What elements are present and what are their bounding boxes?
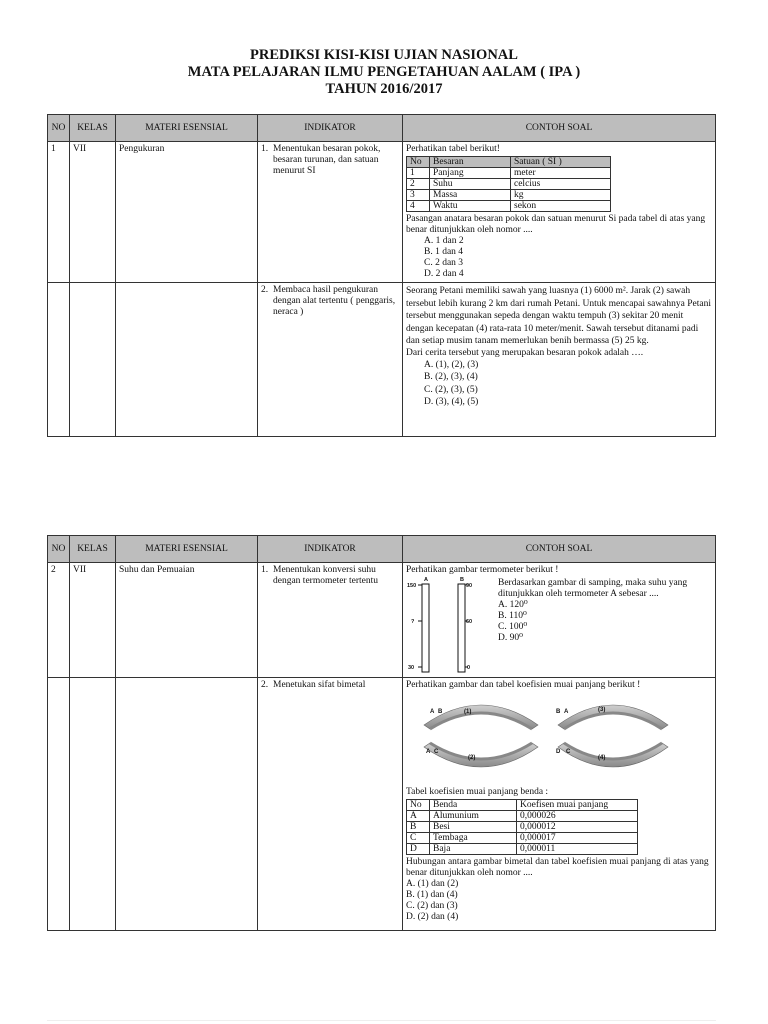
bimetal-3-left: B [556, 709, 561, 715]
table-row [48, 563, 716, 678]
besaran-cell: 1 [407, 168, 430, 179]
col-header-no: NO [48, 115, 70, 142]
koefisien-cell: B [407, 822, 430, 833]
thermometer-b-tube [458, 584, 465, 672]
bimetal-3-right: A [564, 709, 569, 715]
option-a: A. (1) dan (2) [406, 879, 459, 889]
soal-question: Berdasarkan gambar di samping, maka suhu yang ditunjukkan oleh termometer A sebesar .... [498, 578, 688, 599]
bimetal-1-left: A [430, 709, 435, 715]
soal-text: Seorang Petani memiliki sawah yang luasnya (1) 6000 m². Jarak (2) sawah tersebut lebih kurang 2 km dari rumah Petani. Untuk mencapai sawahnya Petani tersebut menggunakan sepeda dengan waktu tempuh (3) sekitar 20 menit dengan kecepatan (4) rata-rata 10 meter/menit. Sawah tersebut ditanami padi dan setiap musim tanam memerlukan benih bermassa (5) 25 kg. [406, 286, 711, 346]
table-row [407, 833, 638, 844]
thermo-b-mid: 60 [466, 619, 473, 625]
besaran-cell: Waktu [430, 201, 511, 212]
table-row [407, 190, 611, 201]
option-d: D. 2 dan 4 [424, 269, 464, 279]
koefisien-table [406, 799, 638, 855]
option-d: D. (3), (4), (5) [424, 397, 479, 407]
besaran-cell: celcius [511, 179, 611, 190]
besaran-table-header [407, 157, 611, 168]
thermo-question-block [406, 576, 712, 674]
koefisien-table-header [407, 800, 638, 811]
table-row [48, 678, 716, 931]
option-c: C. (2), (3), (5) [424, 384, 478, 395]
title-line-3: TAHUN 2016/2017 [325, 81, 443, 97]
bimetal-3-num: (3) [598, 707, 606, 713]
koefisien-cell: 0,000011 [517, 844, 638, 855]
bimetal-4 [558, 743, 668, 767]
title-line-1: PREDIKSI KISI-KISI UJIAN NASIONAL [250, 47, 518, 63]
cell-kelas: VII [70, 563, 116, 678]
soal-intro: Perhatikan gambar dan tabel koefisien muai panjang berikut ! [406, 680, 641, 690]
cell-no: 2 [48, 563, 70, 678]
soal-question: Dari cerita tersebut yang merupakan besaran pokok adalah …. [406, 347, 644, 358]
cell-kelas [70, 283, 116, 437]
thermometer-figure [406, 576, 494, 674]
soal-question: Hubungan antara gambar bimetal dan tabel koefisien muai panjang di atas yang benar ditunjukkan oleh nomor .... [406, 857, 709, 878]
koefisien-cell: 0,000026 [517, 811, 638, 822]
option-c: C. 2 dan 3 [424, 258, 464, 268]
col-header-contoh-soal: CONTOH SOAL [403, 115, 716, 142]
thermo-a-top: 150 [407, 583, 417, 589]
cell-indikator [258, 678, 403, 931]
bimetal-4-left: D [556, 749, 561, 755]
table-row [48, 142, 716, 283]
soal-intro: Perhatikan gambar termometer berikut ! [406, 565, 559, 575]
bimetal-3 [558, 705, 668, 729]
col-header-kelas: KELAS [70, 115, 116, 142]
option-d: D. 90⁰ [498, 633, 523, 643]
indikator-number: 1. [261, 565, 269, 575]
cell-no [48, 283, 70, 437]
table-row [407, 179, 611, 190]
table-row [48, 283, 716, 437]
cell-contoh-soal [403, 142, 716, 283]
option-a: A. (1), (2), (3) [424, 359, 479, 370]
cell-kelas: VII [70, 142, 116, 283]
indikator-text: Menentukan konversi suhu dengan termometer tertentu [273, 565, 378, 586]
col-header-indikator: INDIKATOR [258, 115, 403, 142]
soal-intro: Perhatikan tabel berikut! [406, 144, 500, 154]
bimetal-figure [406, 691, 690, 783]
koefisien-th-benda: Benda [430, 800, 517, 811]
title-line-2: MATA PELAJARAN ILMU PENGETAHUAN AALAM ( IPA ) [187, 64, 581, 80]
koefisien-cell: 0,000017 [517, 833, 638, 844]
besaran-cell: 3 [407, 190, 430, 201]
cell-materi [116, 678, 258, 931]
bimetal-2-num: (2) [468, 755, 476, 761]
table-header-row [48, 536, 716, 563]
options-list [406, 879, 712, 923]
besaran-cell: Massa [430, 190, 511, 201]
besaran-table [406, 156, 611, 212]
cell-no: 1 [48, 142, 70, 283]
options-list [406, 359, 712, 409]
option-c: C. (2) dan (3) [406, 901, 458, 911]
option-a: A. 120⁰ [498, 600, 528, 610]
koefisien-th-no: No [407, 800, 430, 811]
bimetal-2 [424, 743, 538, 767]
cell-kelas [70, 678, 116, 931]
koefisien-cell: Baja [430, 844, 517, 855]
col-header-no: NO [48, 536, 70, 563]
besaran-cell: 2 [407, 179, 430, 190]
bimetal-2-left: A [426, 749, 431, 755]
options-list [406, 236, 712, 280]
table-row [407, 811, 638, 822]
besaran-th-besaran: Besaran [430, 157, 511, 168]
cell-no [48, 678, 70, 931]
besaran-cell: Panjang [430, 168, 511, 179]
col-header-materi: MATERI ESENSIAL [116, 536, 258, 563]
koefisien-cell: Besi [430, 822, 517, 833]
koefisien-cell: 0,000012 [517, 822, 638, 833]
cell-materi: Pengukuran [116, 142, 258, 283]
bimetal-4-num: (4) [598, 755, 606, 761]
cell-materi [116, 283, 258, 437]
besaran-cell: 4 [407, 201, 430, 212]
thermometer-a-tube [422, 584, 429, 672]
bimetal-4-right: C [566, 749, 571, 755]
option-b: B. (2), (3), (4) [424, 372, 478, 382]
cell-indikator [258, 142, 403, 283]
kisi-table-1 [47, 114, 716, 437]
option-a: A. 1 dan 2 [424, 236, 464, 246]
thermo-b-bot: 0 [467, 665, 471, 671]
cell-indikator [258, 283, 403, 437]
thermo-b-top: 90 [466, 583, 473, 589]
indikator-number: 2. [261, 680, 269, 690]
soal-question: Pasangan anatara besaran pokok dan satuan menurut Si pada tabel di atas yang benar ditunjukkan oleh nomor .... [406, 214, 706, 235]
thermo-a-mid: ? [411, 619, 415, 625]
col-header-kelas: KELAS [70, 536, 116, 563]
thermo-label-b: B [460, 577, 464, 583]
table-row [407, 201, 611, 212]
besaran-th-satuan: Satuan ( SI ) [511, 157, 611, 168]
indikator-number: 2. [261, 285, 269, 295]
indikator-text: Menentukan besaran pokok, besaran turunan, dan satuan menurut SI [273, 144, 381, 176]
option-b: B. 1 dan 4 [424, 247, 464, 257]
col-header-contoh-soal: CONTOH SOAL [403, 536, 716, 563]
cell-contoh-soal [403, 678, 716, 931]
bimetal-1-num: (1) [464, 709, 472, 715]
thermo-label-a: A [424, 577, 428, 583]
option-c: C. 100⁰ [498, 622, 528, 632]
option-b: B. (1) dan (4) [406, 890, 458, 900]
table-row [407, 822, 638, 833]
option-b: B. 110⁰ [498, 611, 527, 621]
besaran-th-no: No [407, 157, 430, 168]
option-d: D. (2) dan (4) [406, 912, 459, 922]
cell-materi: Suhu dan Pemuaian [116, 563, 258, 678]
koefisien-table-title: Tabel koefisien muai panjang benda : [406, 787, 549, 797]
besaran-cell: Suhu [430, 179, 511, 190]
koefisien-th-koefisien: Koefisen muai panjang [517, 800, 638, 811]
cell-contoh-soal [403, 283, 716, 437]
koefisien-cell: Alumunium [430, 811, 517, 822]
besaran-cell: kg [511, 190, 611, 201]
besaran-cell: sekon [511, 201, 611, 212]
cell-contoh-soal [403, 563, 716, 678]
table-row [407, 168, 611, 179]
bimetal-1-right: B [438, 709, 443, 715]
besaran-cell: meter [511, 168, 611, 179]
koefisien-cell: C [407, 833, 430, 844]
kisi-table-2 [47, 535, 716, 931]
col-header-indikator: INDIKATOR [258, 536, 403, 563]
koefisien-cell: D [407, 844, 430, 855]
col-header-materi: MATERI ESENSIAL [116, 115, 258, 142]
koefisien-cell: Tembaga [430, 833, 517, 844]
indikator-text: Menetukan sifat bimetal [273, 680, 366, 690]
page-footer-divider [47, 1020, 716, 1021]
koefisien-cell: A [407, 811, 430, 822]
bimetal-2-right: C [434, 749, 439, 755]
thermo-a-bot: 30 [408, 665, 415, 671]
table-row [407, 844, 638, 855]
options-list [498, 600, 712, 644]
cell-indikator [258, 563, 403, 678]
indikator-text: Membaca hasil pengukuran dengan alat tertentu ( penggaris, neraca ) [273, 285, 396, 317]
indikator-number: 1. [261, 144, 269, 154]
table-header-row [48, 115, 716, 142]
